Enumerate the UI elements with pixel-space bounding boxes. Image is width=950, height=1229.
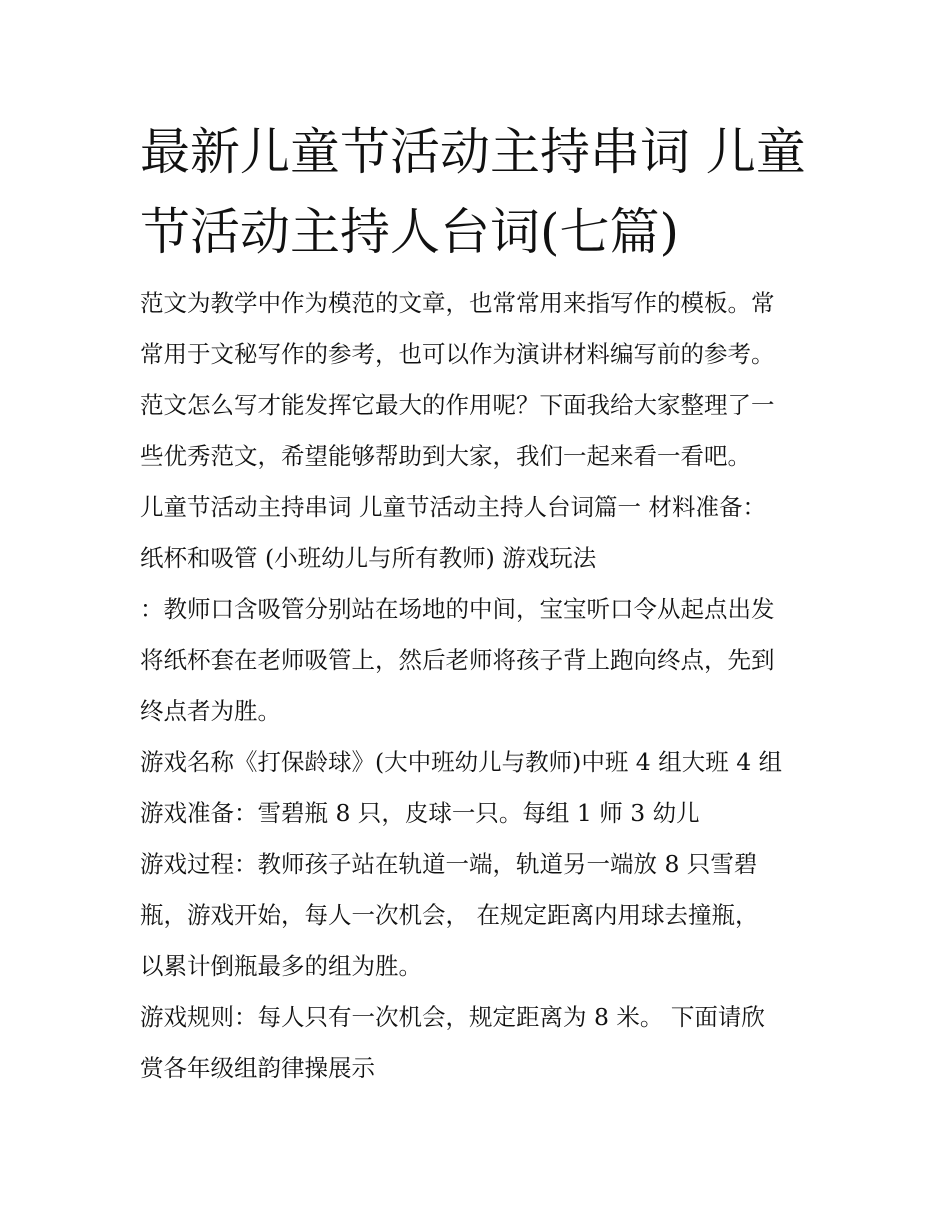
text-line: 游戏规则：每人只有一次机会，规定距离为 8 米。 下面请欣 [140,1003,765,1031]
text-line: 赏各年级组韵律操展示 [140,1054,375,1082]
document-body [140,278,830,1094]
text-line: 纸杯和吸管 (小班幼儿与所有教师) 游戏玩法 [140,544,597,572]
text-line: 将纸杯套在老师吸管上，然后老师将孩子背上跑向终点，先到 [140,646,775,674]
title-line-1: 最新儿童节活动主持串词 儿童 [140,123,806,181]
text-line: ：教师口含吸管分别站在场地的中间，宝宝听口令从起点出发 [140,595,775,623]
text-line: 儿童节活动主持串词 儿童节活动主持人台词篇一 材料准备： [140,493,766,521]
text-line: 终点者为胜。 [140,697,281,725]
title-line-2: 节活动主持人台词(七篇) [140,203,680,261]
text-line: 常用于文秘写作的参考，也可以作为演讲材料编写前的参考。 [140,340,775,368]
text-line: 瓶，游戏开始，每人一次机会， 在规定距离内用球去撞瓶， [140,901,759,929]
text-line: 范文为教学中作为模范的文章，也常常用来指写作的模板。常 [140,289,775,317]
text-line: 范文怎么写才能发挥它最大的作用呢？下面我给大家整理了一 [140,391,775,419]
text-line: 游戏过程：教师孩子站在轨道一端，轨道另一端放 8 只雪碧 [140,850,758,878]
text-line: 以累计倒瓶最多的组为胜。 [140,952,422,980]
text-line: 些优秀范文，希望能够帮助到大家，我们一起来看一看吧。 [140,442,751,470]
text-line: 游戏名称《打保龄球》(大中班幼儿与教师)中班 4 组大班 4 组 [140,748,783,776]
document-title [140,112,820,272]
text-line: 游戏准备：雪碧瓶 8 只，皮球一只。每组 1 师 3 幼儿 [140,799,700,827]
